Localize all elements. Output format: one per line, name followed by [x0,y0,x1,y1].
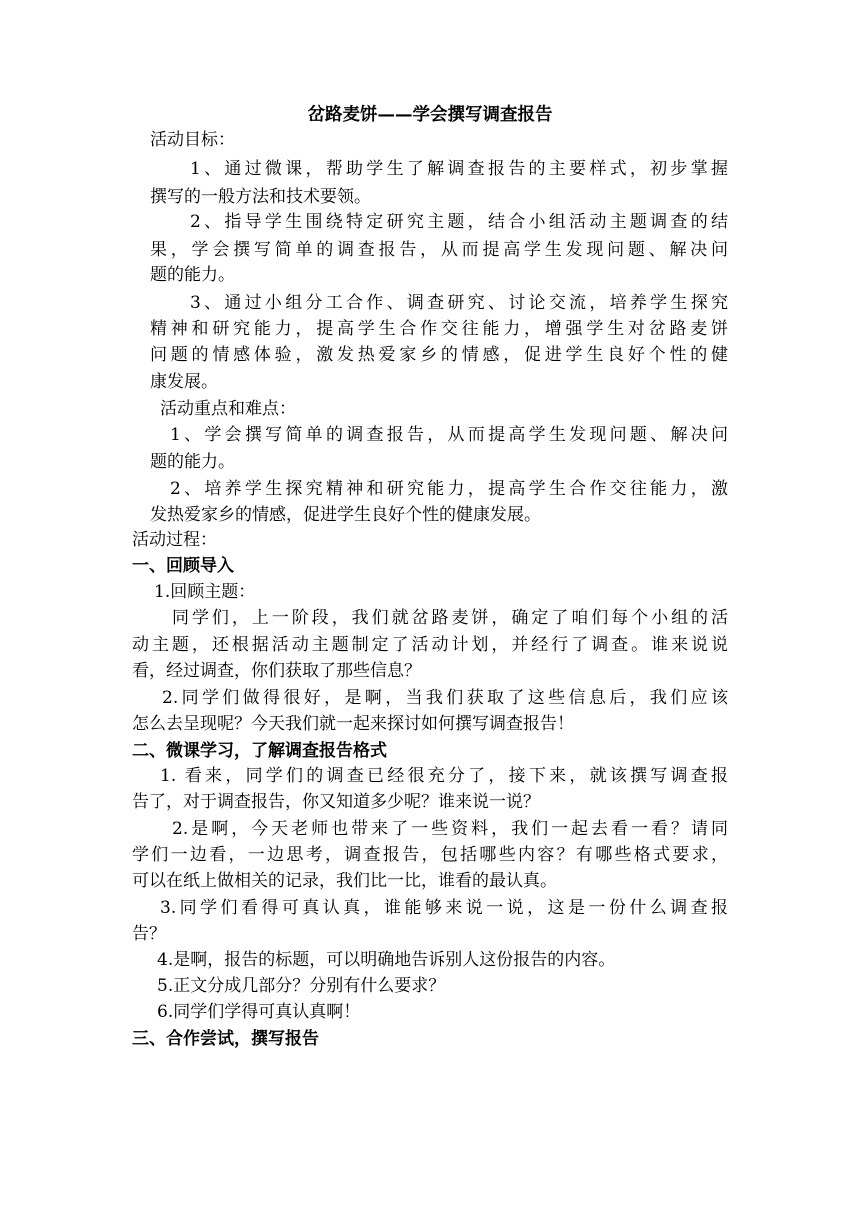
section-2-para-5: 5.正文分成几部分？分别有什么要求？ [157,976,446,996]
section-1-para-2-line-3: 看，经过调查，你们获取了那些信息？ [132,661,421,681]
key-2-line-2: 发热爱家乡的情感，促进学生良好个性的健康发展。 [150,505,541,525]
goals-heading: 活动目标： [150,130,235,150]
section-1-para-3-line-2: 怎么去呈现呢？今天我们就一起来探讨如何撰写调查报告！ [132,714,574,734]
section-2-para-2-line-2: 学们一边看，一边思考，调查报告，包括哪些内容？有哪些格式要求， [132,845,728,865]
goal-1-line-2: 撰写的一般方法和技术要领。 [150,187,371,207]
section-1-para-1: 1.回顾主题： [154,582,256,602]
key-heading: 活动重点和难点： [160,399,296,419]
section-2-para-1-line-1: 1. 看来，同学们的调查已经很充分了，接下来，就该撰写调查报 [160,766,728,786]
section-2-para-2-line-1: 2.是啊，今天老师也带来了一些资料，我们一起去看一看？请同 [172,819,728,839]
goal-2-line-3: 题的能力。 [150,265,235,285]
goal-3-line-1: 3、通过小组分工合作、调查研究、讨论交流，培养学生探究 [190,293,728,313]
section-2-heading: 二、微课学习，了解调查报告格式 [132,741,387,761]
section-3-heading: 三、合作尝试，撰写报告 [132,1029,319,1049]
section-2-para-1-line-2: 告了，对于调查报告，你又知道多少呢？谁来说一说？ [132,792,540,812]
key-1-line-1: 1、学会撰写简单的调查报告，从而提高学生发现问题、解决问 [170,425,728,445]
goal-3-line-2: 精神和研究能力，提高学生合作交往能力，增强学生对岔路麦饼 [150,319,728,339]
key-1-line-2: 题的能力。 [150,452,235,472]
goal-3-line-3: 问题的情感体验，激发热爱家乡的情感，促进学生良好个性的健 [150,345,728,365]
section-2-para-6: 6.同学们学得可真认真啊！ [157,1002,361,1022]
goal-2-line-1: 2、指导学生围绕特定研究主题，结合小组活动主题调查的结 [190,212,728,232]
section-1-para-3-line-1: 2.同学们做得很好，是啊，当我们获取了这些信息后，我们应该 [162,688,728,708]
section-2-para-2-line-3: 可以在纸上做相关的记录，我们比一比，谁看的最认真。 [132,871,557,891]
section-1-para-2-line-2: 动主题，还根据活动主题制定了活动计划，并经行了调查。谁来说说 [132,635,728,655]
goal-2-line-2: 果，学会撰写简单的调查报告，从而提高学生发现问题、解决问 [150,240,728,260]
section-2-para-3-line-2: 告？ [132,924,166,944]
key-2-line-1: 2、培养学生探究精神和研究能力，提高学生合作交往能力，激 [170,479,728,499]
section-2-para-3-line-1: 3.同学们看得可真认真，谁能够来说一说，这是一份什么调查报 [160,898,728,918]
section-1-para-2-line-1: 同学们，上一阶段，我们就岔路麦饼，确定了咱们每个小组的活 [172,608,728,628]
goal-1-line-1: 1、通过微课，帮助学生了解调查报告的主要样式，初步掌握 [190,159,728,179]
section-1-heading: 一、回顾导入 [132,556,234,576]
section-2-para-4: 4.是啊，报告的标题，可以明确地告诉别人这份报告的内容。 [157,950,616,970]
goal-3-line-4: 康发展。 [150,372,218,392]
document-title: 岔路麦饼——学会撰写调查报告 [307,105,553,125]
process-heading: 活动过程： [132,530,217,550]
